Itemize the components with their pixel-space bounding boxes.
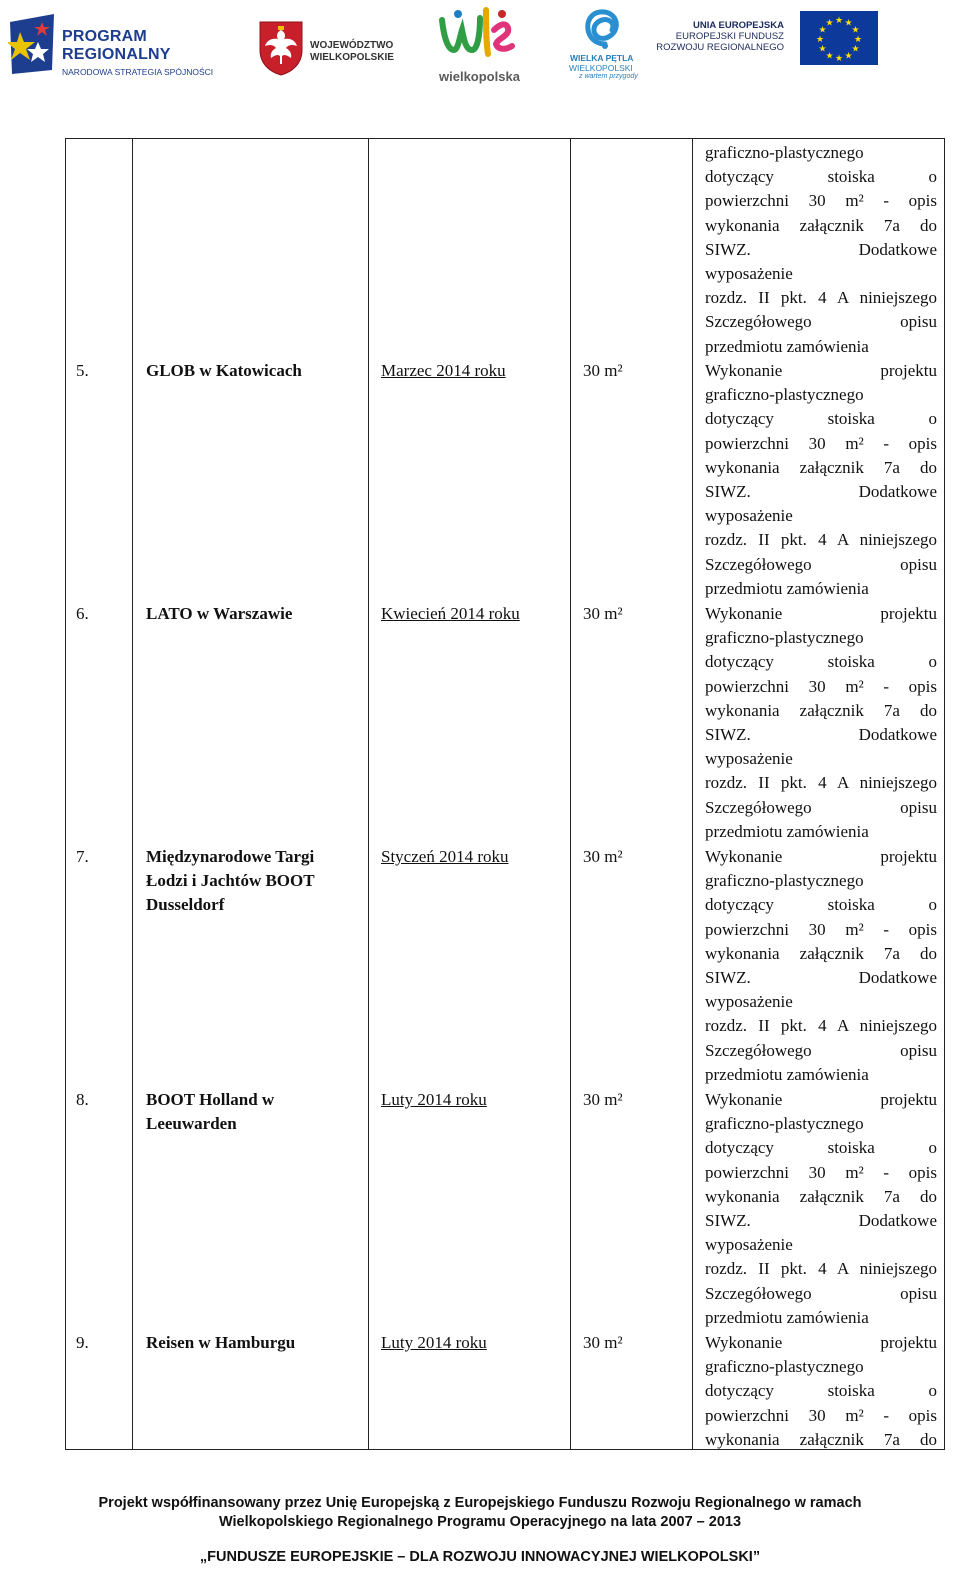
row-date: Kwiecień 2014 roku (381, 604, 520, 623)
wielka-petla-loop-icon (570, 4, 640, 52)
desc-line: SIWZ. Dodatkowe (705, 724, 937, 744)
desc-line: wykonania załącznik 7a do (705, 1429, 937, 1449)
desc-line: wyposażenie (705, 506, 793, 526)
desc-line: wykonania załącznik 7a do (705, 700, 937, 720)
row-description (705, 1088, 937, 1330)
desc-line: Wykonanie projektu (705, 361, 937, 380)
wielka-petla-logo (566, 4, 646, 84)
desc-line: rozdz. II pkt. 4 A niniejszego (705, 1259, 937, 1279)
desc-line: dotyczący stoiska o (705, 895, 937, 915)
column-divider (570, 139, 571, 1449)
row-description (705, 1331, 937, 1452)
svg-text:★: ★ (844, 18, 853, 29)
desc-line: Szczegółowego opisu (705, 1040, 937, 1060)
desc-line: dotyczący stoiska o (705, 409, 937, 429)
desc-line: wyposażenie (705, 749, 793, 769)
desc-line: SIWZ. Dodatkowe (705, 239, 937, 259)
footer-line-1: Projekt współfinansowany przez Unię Europejską z Europejskiego Funduszu Rozwoju Regionalnego w ramach (98, 1495, 862, 1511)
desc-line: graficzno-plastycznego (705, 1357, 864, 1377)
desc-line: Szczegółowego opisu (705, 554, 937, 574)
row-description (705, 845, 937, 1087)
svg-text:★: ★ (815, 35, 825, 45)
row-area: 30 m² (583, 1090, 623, 1109)
desc-line: przedmiotu zamówienia (705, 821, 869, 841)
desc-line: przedmiotu zamówienia (705, 1307, 869, 1327)
row-date: Styczeń 2014 roku (381, 847, 509, 866)
eu-flag-icon (800, 11, 878, 65)
row-area: 30 m² (583, 604, 623, 623)
desc-line: wykonania załącznik 7a do (705, 457, 937, 477)
program-regionalny-stars-icon (8, 12, 58, 78)
desc-line: rozdz. II pkt. 4 A niniejszego (705, 288, 937, 308)
footer-cofinancing (0, 1494, 960, 1532)
wojewodztwo-logo (258, 20, 408, 80)
desc-line: dotyczący stoiska o (705, 167, 937, 187)
desc-line: dotyczący stoiska o (705, 1138, 937, 1158)
column-divider (692, 139, 693, 1449)
row-fair-name: Międzynarodowe Targi Łodzi i Jachtów BOOT Dusseldorf (146, 847, 315, 915)
row-fair-name: Reisen w Hamburgu (146, 1333, 296, 1352)
ue-text: UNIA EUROPEJSKA (693, 20, 784, 31)
header-logos (0, 0, 960, 100)
wielka-petla-text: WIELKA PĘTLA (570, 53, 634, 63)
desc-line: graficzno-plastycznego (705, 628, 864, 648)
desc-line: przedmiotu zamówienia (705, 578, 869, 598)
row-fair-name: LATO w Warszawie (146, 604, 293, 623)
wielkopolskie-text: WIELKOPOLSKIE (310, 52, 394, 63)
desc-line: przedmiotu zamówienia (705, 336, 869, 356)
row-fair-name: GLOB w Katowicach (146, 361, 302, 380)
desc-line: rozdz. II pkt. 4 A niniejszego (705, 1016, 937, 1036)
efrr-text-1: EUROPEJSKI FUNDUSZ (675, 31, 784, 42)
eu-logo (656, 10, 880, 66)
desc-line: wykonania załącznik 7a do (705, 943, 937, 963)
desc-line: Wykonanie projektu (705, 1333, 937, 1352)
desc-line: dotyczący stoiska o (705, 1381, 937, 1401)
column-divider (368, 139, 369, 1449)
svg-text:★: ★ (853, 35, 863, 45)
desc-line: graficzno-plastycznego (705, 143, 864, 162)
program-regionalny-logo (8, 12, 214, 78)
desc-line: wykonania załącznik 7a do (705, 1186, 937, 1206)
eagle-coat-of-arms-icon (258, 20, 304, 76)
svg-text:★: ★ (818, 44, 827, 55)
row-number: 6. (76, 604, 89, 623)
row-description (705, 359, 937, 601)
row-date: Luty 2014 roku (381, 1090, 487, 1109)
desc-line: przedmiotu zamówienia (705, 1064, 869, 1084)
desc-line: graficzno-plastycznego (705, 1114, 864, 1134)
row-fair-name: BOOT Holland w Leeuwarden (146, 1090, 275, 1134)
desc-line: powierzchni 30 m² - opis (705, 433, 937, 453)
desc-line: Wykonanie projektu (705, 847, 937, 866)
desc-line: powierzchni 30 m² - opis (705, 1405, 937, 1425)
wielkopolska-logo (436, 6, 524, 86)
svg-text:★: ★ (834, 54, 844, 64)
desc-line: powierzchni 30 m² - opis (705, 676, 937, 696)
desc-line: SIWZ. Dodatkowe (705, 481, 937, 501)
desc-line: wyposażenie (705, 992, 793, 1012)
row-number: 8. (76, 1090, 89, 1109)
footer-line-2: Wielkopolskiego Regionalnego Programu Operacyjnego na lata 2007 – 2013 (218, 1514, 742, 1530)
svg-text:★: ★ (834, 16, 844, 26)
desc-line: graficzno-plastycznego (705, 385, 864, 405)
desc-line: wyposażenie (705, 263, 793, 283)
desc-line: wykonania załącznik 7a do (705, 215, 937, 235)
desc-line: powierzchni 30 m² - opis (705, 1162, 937, 1182)
desc-line: Szczegółowego opisu (705, 312, 937, 332)
przygody-text: z wartem przygody (579, 73, 638, 80)
row-date: Luty 2014 roku (381, 1333, 487, 1352)
svg-text:★: ★ (825, 51, 834, 62)
wielkopolski-text: WIELKOPOLSKI (569, 63, 633, 73)
desc-line: rozdz. II pkt. 4 A niniejszego (705, 773, 937, 793)
row-date: Marzec 2014 roku (381, 361, 506, 380)
wielkopolska-wlkp-icon (436, 6, 520, 66)
footer-slogan: „FUNDUSZE EUROPEJSKIE – DLA ROZWOJU INNOWACYJNEJ WIELKOPOLSKI” (199, 1549, 761, 1565)
regionalny-text: REGIONALNY (62, 46, 171, 63)
column-divider (132, 139, 133, 1449)
row-number: 7. (76, 847, 89, 866)
row-description (705, 141, 937, 359)
svg-text:★: ★ (851, 44, 860, 55)
desc-line: Wykonanie projektu (705, 1090, 937, 1109)
desc-line: powierzchni 30 m² - opis (705, 191, 937, 211)
row-area: 30 m² (583, 361, 623, 380)
wojewodztwo-text: WOJEWÓDZTWO (310, 40, 394, 51)
desc-line: SIWZ. Dodatkowe (705, 967, 937, 987)
desc-line: SIWZ. Dodatkowe (705, 1210, 937, 1230)
desc-line: Szczegółowego opisu (705, 797, 937, 817)
desc-line: graficzno-plastycznego (705, 871, 864, 891)
desc-line: Wykonanie projektu (705, 604, 937, 623)
row-number: 5. (76, 361, 89, 380)
desc-line: dotyczący stoiska o (705, 652, 937, 672)
row-description (705, 602, 937, 844)
desc-line: powierzchni 30 m² - opis (705, 919, 937, 939)
fairs-table (65, 138, 945, 1450)
svg-text:★: ★ (851, 25, 860, 36)
program-text: PROGRAM (62, 28, 147, 45)
row-area: 30 m² (583, 847, 623, 866)
wielkopolska-text: wielkopolska (439, 69, 520, 84)
row-number: 9. (76, 1333, 89, 1352)
desc-line: rozdz. II pkt. 4 A niniejszego (705, 530, 937, 550)
efrr-text-2: ROZWOJU REGIONALNEGO (656, 42, 784, 53)
desc-line: wyposażenie (705, 1235, 793, 1255)
svg-text:★: ★ (844, 51, 853, 62)
desc-line: Szczegółowego opisu (705, 1283, 937, 1303)
svg-text:★: ★ (818, 25, 827, 36)
svg-text:★: ★ (825, 18, 834, 29)
strategia-text: NARODOWA STRATEGIA SPÓJNOŚCI (62, 67, 214, 77)
row-area: 30 m² (583, 1333, 623, 1352)
